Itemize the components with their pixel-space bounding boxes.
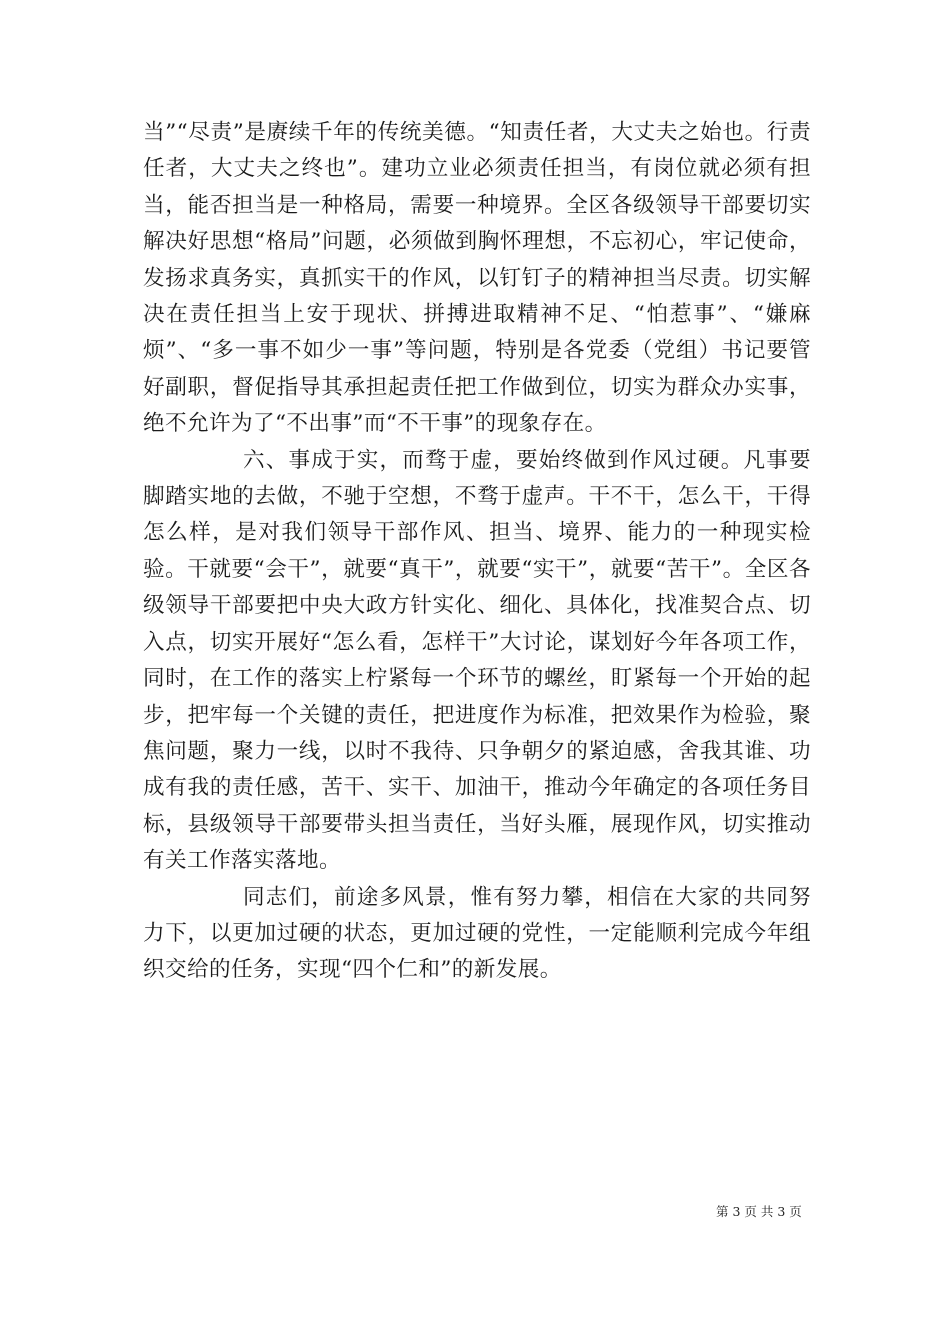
document-body (143, 115, 811, 989)
page-number-footer: 第 3 页 共 3 页 (716, 1204, 802, 1219)
paragraph-responsibility: 当”“尽责”是赓续千年的传统美德。“知责任者，大丈夫之始也。行责任者，大丈夫之终也”。建功立业必须责任担当，有岗位就必须有担当，能否担当是一种格局，需要一种境界。全区各级领导干部要切实解决好思想“格局”问题，必须做到胸怀理想，不忘初心，牢记使命，发扬求真务实，真抓实干的作风，以钉钉子的精神担当尽责。切实解决在责任担当上安于现状、拼搏进取精神不足、“怕惹事”、“嫌麻烦”、“多一事不如少一事”等问题，特别是各党委（党组）书记要管好副职，督促指导其承担起责任把工作做到位，切实为群众办实事，绝不允许为了“不出事”而“不干事”的现象存在。 (143, 120, 811, 437)
paragraph-closing: 同志们，前途多风景，惟有努力攀，相信在大家的共同努力下，以更加过硬的状态，更加过硬的党性，一定能顺利完成今年组织交给的任务，实现“四个仁和”的新发展。 (143, 884, 811, 983)
paragraph-work-style: 六、事成于实，而骛于虚，要始终做到作风过硬。凡事要脚踏实地的去做，不驰于空想，不骛于虚声。干不干，怎么干，干得怎么样，是对我们领导干部作风、担当、境界、能力的一种现实检验。干就要“会干”，就要“真干”，就要“实干”，就要“苦干”。全区各级领导干部要把中央大政方针实化、细化、具体化，找准契合点、切入点，切实开展好“怎么看，怎样干”大讨论，谋划好今年各项工作，同时，在工作的落实上柠紧每一个环节的螺丝，盯紧每一个开始的起步，把牢每一个关键的责任，把进度作为标准，把效果作为检验，聚焦问题，聚力一线，以时不我待、只争朝夕的紧迫感，舍我其谁、功成有我的责任感，苦干、实干、加油干，推动今年确定的各项任务目标，县级领导干部要带头担当责任，当好头雁，展现作风，切实推动有关工作落实落地。 (143, 447, 811, 874)
